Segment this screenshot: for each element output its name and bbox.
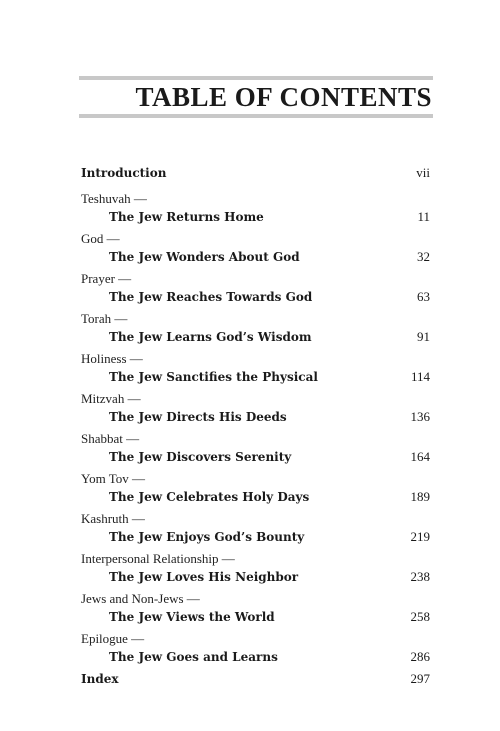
bottom-rule (79, 114, 433, 118)
toc-entry-title: The Jew Directs His Deeds (109, 410, 287, 424)
toc-entry-row (81, 368, 430, 386)
toc-entry-category: Shabbat — (81, 431, 140, 446)
toc-entry-title: The Jew Celebrates Holy Days (109, 490, 310, 504)
toc-entry-category: Yom Tov — (81, 471, 145, 486)
toc-entry-title: The Jew Learns God’s Wisdom (109, 330, 312, 344)
toc-entry-page: 189 (410, 489, 430, 504)
toc-entry-page: 238 (410, 569, 430, 584)
toc-introduction[interactable] (81, 164, 430, 182)
toc-entry-page: 63 (417, 289, 430, 304)
toc-entry-row (81, 568, 430, 586)
toc-entry-title: The Jew Loves His Neighbor (109, 570, 299, 584)
toc-entry-row (81, 328, 430, 346)
toc-entry[interactable] (81, 310, 430, 346)
toc-entry-category: Epilogue — (81, 631, 145, 646)
toc-entry-row (81, 288, 430, 306)
toc-entry-row (81, 448, 430, 466)
table-of-contents (81, 164, 430, 688)
top-rule (79, 76, 433, 80)
toc-entry-row (81, 248, 430, 266)
toc-entry[interactable] (81, 390, 430, 426)
toc-entries (81, 190, 430, 670)
toc-index[interactable] (81, 670, 430, 688)
toc-entry[interactable] (81, 230, 430, 266)
toc-entry-category: God — (81, 231, 120, 246)
toc-index-page: 297 (410, 671, 430, 686)
toc-entry-page: 219 (410, 529, 430, 544)
toc-entry-category: Jews and Non-Jews — (81, 591, 200, 606)
toc-entry-title: The Jew Views the World (109, 610, 275, 624)
toc-entry[interactable] (81, 190, 430, 226)
toc-entry-page: 11 (417, 209, 430, 224)
toc-entry-page: 91 (417, 329, 430, 344)
toc-entry-row (81, 648, 430, 666)
page-title: TABLE OF CONTENTS (135, 82, 432, 112)
toc-entry-page: 164 (410, 449, 430, 464)
toc-entry-page: 32 (417, 249, 430, 264)
toc-entry[interactable] (81, 470, 430, 506)
toc-entry-category: Interpersonal Relationship — (81, 551, 235, 566)
toc-entry-page: 286 (410, 649, 430, 664)
toc-entry-category: Torah — (81, 311, 128, 326)
toc-entry-title: The Jew Enjoys God’s Bounty (109, 530, 305, 544)
toc-entry-row (81, 608, 430, 626)
toc-entry-title: The Jew Goes and Learns (109, 650, 278, 664)
toc-entry[interactable] (81, 630, 430, 666)
toc-entry-category: Teshuvah — (81, 191, 147, 206)
toc-entry[interactable] (81, 270, 430, 306)
toc-entry[interactable] (81, 350, 430, 386)
toc-entry-title: The Jew Reaches Towards God (109, 290, 313, 304)
toc-entry-title: The Jew Discovers Serenity (109, 450, 292, 464)
toc-entry-title: The Jew Sanctifies the Physical (109, 370, 318, 384)
toc-introduction-label: Introduction (81, 166, 167, 180)
toc-index-label: Index (81, 672, 119, 686)
toc-entry-row (81, 488, 430, 506)
toc-entry-page: 114 (410, 369, 430, 384)
toc-entry-page: 258 (410, 609, 430, 624)
toc-entry-category: Kashruth — (81, 511, 145, 526)
toc-entry-row (81, 528, 430, 546)
toc-entry-title: The Jew Wonders About God (109, 250, 300, 264)
toc-entry[interactable] (81, 430, 430, 466)
toc-entry[interactable] (81, 590, 430, 626)
toc-entry-row (81, 408, 430, 426)
toc-entry-title: The Jew Returns Home (109, 210, 264, 224)
toc-entry-page: 136 (410, 409, 430, 424)
toc-entry-category: Holiness — (81, 351, 143, 366)
toc-entry-row (81, 208, 430, 226)
toc-introduction-page: vii (416, 165, 430, 180)
toc-entry-category: Mitzvah — (81, 391, 141, 406)
toc-entry[interactable] (81, 550, 430, 586)
toc-entry-category: Prayer — (81, 271, 132, 286)
toc-entry[interactable] (81, 510, 430, 546)
